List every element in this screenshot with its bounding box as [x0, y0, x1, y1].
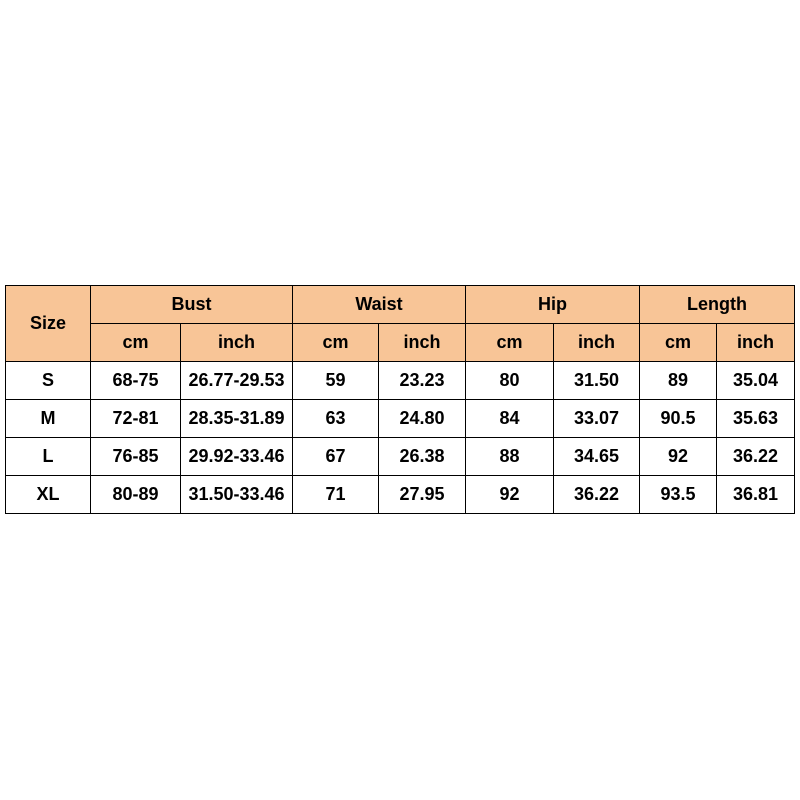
bust-inch-header: inch — [181, 324, 293, 362]
hip-header: Hip — [466, 286, 640, 324]
header-row-units — [6, 324, 795, 362]
length-cm-cell: 89 — [640, 362, 717, 400]
waist-cm-cell: 59 — [293, 362, 379, 400]
table-row — [6, 362, 795, 400]
bust-cm-cell: 80-89 — [91, 476, 181, 514]
waist-inch-cell: 27.95 — [379, 476, 466, 514]
size-cell: M — [6, 400, 91, 438]
hip-cm-cell: 88 — [466, 438, 554, 476]
bust-cm-cell: 72-81 — [91, 400, 181, 438]
table-header — [6, 286, 795, 362]
hip-inch-cell: 36.22 — [554, 476, 640, 514]
hip-cm-cell: 92 — [466, 476, 554, 514]
bust-cm-header: cm — [91, 324, 181, 362]
length-inch-header: inch — [717, 324, 795, 362]
length-cm-header: cm — [640, 324, 717, 362]
bust-cm-cell: 76-85 — [91, 438, 181, 476]
length-inch-cell: 35.04 — [717, 362, 795, 400]
size-cell: XL — [6, 476, 91, 514]
waist-inch-cell: 26.38 — [379, 438, 466, 476]
bust-inch-cell: 26.77-29.53 — [181, 362, 293, 400]
hip-inch-cell: 33.07 — [554, 400, 640, 438]
hip-inch-cell: 34.65 — [554, 438, 640, 476]
bust-inch-cell: 28.35-31.89 — [181, 400, 293, 438]
waist-cm-cell: 63 — [293, 400, 379, 438]
table-body — [6, 362, 795, 514]
table-row — [6, 438, 795, 476]
waist-cm-header: cm — [293, 324, 379, 362]
length-inch-cell: 36.81 — [717, 476, 795, 514]
size-cell: S — [6, 362, 91, 400]
waist-cm-cell: 71 — [293, 476, 379, 514]
table-row — [6, 476, 795, 514]
hip-cm-header: cm — [466, 324, 554, 362]
bust-cm-cell: 68-75 — [91, 362, 181, 400]
hip-inch-cell: 31.50 — [554, 362, 640, 400]
length-cm-cell: 92 — [640, 438, 717, 476]
waist-inch-cell: 24.80 — [379, 400, 466, 438]
bust-inch-cell: 29.92-33.46 — [181, 438, 293, 476]
waist-inch-cell: 23.23 — [379, 362, 466, 400]
size-header: Size — [6, 286, 91, 362]
waist-inch-header: inch — [379, 324, 466, 362]
hip-cm-cell: 84 — [466, 400, 554, 438]
hip-cm-cell: 80 — [466, 362, 554, 400]
length-cm-cell: 90.5 — [640, 400, 717, 438]
hip-inch-header: inch — [554, 324, 640, 362]
length-cm-cell: 93.5 — [640, 476, 717, 514]
waist-header: Waist — [293, 286, 466, 324]
length-inch-cell: 35.63 — [717, 400, 795, 438]
waist-cm-cell: 67 — [293, 438, 379, 476]
size-cell: L — [6, 438, 91, 476]
length-inch-cell: 36.22 — [717, 438, 795, 476]
bust-header: Bust — [91, 286, 293, 324]
bust-inch-cell: 31.50-33.46 — [181, 476, 293, 514]
size-chart-table — [5, 285, 795, 514]
length-header: Length — [640, 286, 795, 324]
table-row — [6, 400, 795, 438]
header-row-groups — [6, 286, 795, 324]
